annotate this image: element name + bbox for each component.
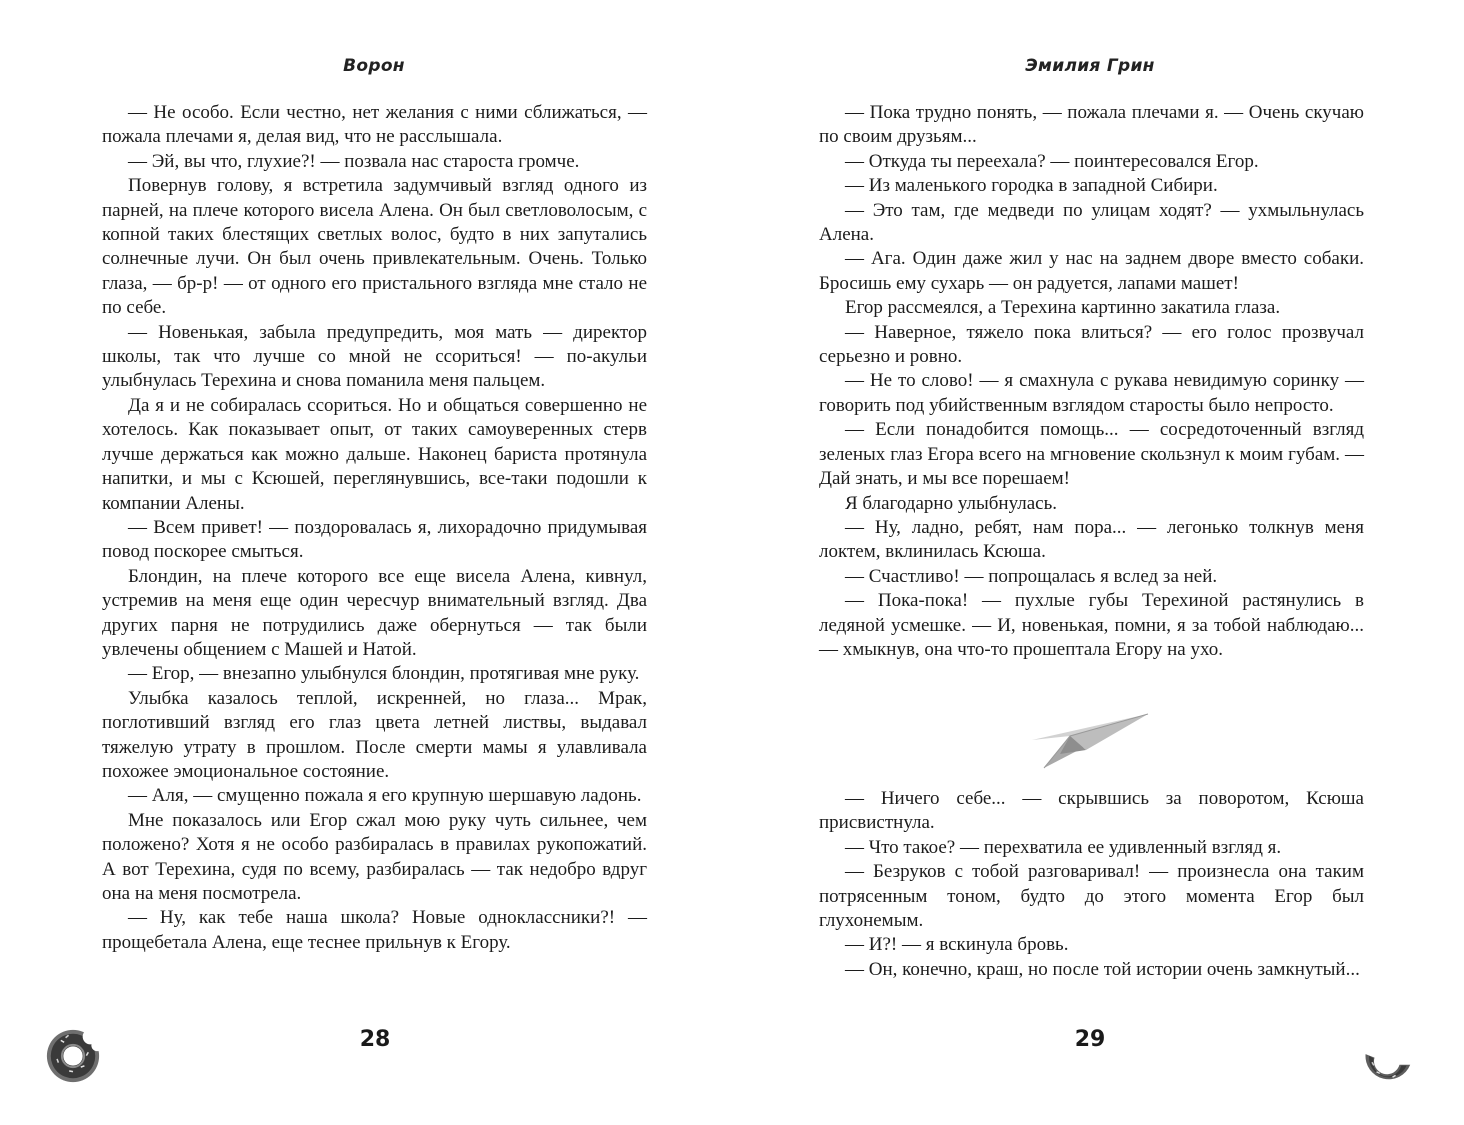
running-head-author: Эмилия Грин <box>1025 56 1155 76</box>
paragraph: — Откуда ты переехала? — поинтересовался Егор. <box>845 150 1259 172</box>
right-page <box>732 0 1464 1125</box>
donut-icon <box>44 1027 102 1085</box>
page-number: 28 <box>359 1027 391 1052</box>
right-page-body <box>819 101 1364 662</box>
paragraph: Я благодарно улыбнулась. <box>845 492 1057 514</box>
paper-plane-icon <box>1030 710 1150 772</box>
paragraph: — Счастливо! — попрощалась я вслед за ней. <box>845 565 1218 587</box>
paragraph: Егор рассмеялся, а Терехина картинно закатила глаза. <box>845 297 1281 319</box>
paragraph: — И?! — я вскинула бровь. <box>845 934 1069 956</box>
paragraph: — Наверное, тяжело пока влиться? — его голос прозвучал серьезно и ровно. <box>819 321 1364 368</box>
running-head-title: Ворон <box>343 56 405 76</box>
paragraph: — Новенькая, забыла предупредить, моя мать — директор школы, так что лучше со мной не ссориться! — по-акульи улыбнулась Терехина и снова поманила меня пальцем. <box>102 321 647 392</box>
paragraph: — Не особо. Если честно, нет желания с ними сближаться, — пожала плечами я, делая вид, что не расслышала. <box>102 102 647 148</box>
paragraph: — Из маленького городка в западной Сибири. <box>845 175 1218 197</box>
paragraph: — Всем привет! — поздоровалась я, лихорадочно придумывая повод поскорее смыться. <box>102 516 647 563</box>
donut-icon <box>1360 1038 1414 1088</box>
right-page-body-continued <box>819 787 1364 982</box>
paragraph: Блондин, на плече которого все еще висела Алена, кивнул, устремив на меня еще один чересчур внимательный взгляд. Два других парня не потрудились даже обернуться — так были увлечены общением с Машей и Натой. <box>102 565 647 660</box>
paragraph: — Аля, — смущенно пожала я его крупную шершавую ладонь. <box>128 785 642 807</box>
paragraph: — Пока-пока! — пухлые губы Терехиной растянулись в ледяной усмешке. — И, новенькая, помни, я за тобой наблюдаю... — хмыкнув, она что-то прошептала Егору на ухо. <box>819 590 1364 660</box>
paragraph: — Ничего себе... — скрывшись за поворотом, Ксюша присвистнула. <box>819 788 1364 834</box>
paragraph: — Безруков с тобой разговаривал! — произнесла она таким потрясенным тоном, будто до этого момента Егор был глухонемым. <box>819 861 1364 932</box>
left-page-body <box>102 101 647 955</box>
paragraph: — Пока трудно понять, — пожала плечами я. — Очень скучаю по своим друзьям... <box>819 102 1364 148</box>
paragraph: Повернув голову, я встретила задумчивый взгляд одного из парней, на плече которого висела Алена. Он был светловолосым, с копной таких блестящих светлых волос, будто в них запутались солнечные лучи. Он был очень привлекательным. Очень. Только глаза, — бр-р! — от одного его пристального взгляда мне стало не по себе. <box>102 175 647 319</box>
paragraph: Да я и не собиралась ссориться. Но и общаться совершенно не хотелось. Как показывает опыт, от таких самоуверенных стерв лучше держаться как можно дальше. Наконец бариста протянула напитки, и мы с Ксюшей, переглянувшись, все-таки подошли к компании Алены. <box>102 394 647 514</box>
paragraph: — Он, конечно, краш, но после той истории очень замкнутый... <box>845 958 1360 980</box>
paragraph: — Не то слово! — я смахнула с рукава невидимую соринку — говорить под убийственным взглядом старосты было непросто. <box>819 370 1364 416</box>
paragraph: — Что такое? — перехватила ее удивленный взгляд я. <box>845 836 1282 858</box>
paragraph: — Это там, где медведи по улицам ходят? — ухмыльнулась Алена. <box>819 199 1364 246</box>
paragraph: — Ага. Один даже жил у нас на заднем дворе вместо собаки. Бросишь ему сухарь — он радуется, лапами машет! <box>819 248 1364 294</box>
page-number: 29 <box>1074 1027 1106 1052</box>
paragraph: — Егор, — внезапно улыбнулся блондин, протягивая мне руку. <box>128 663 640 685</box>
paragraph: — Ну, ладно, ребят, нам пора... — легонько толкнув меня локтем, вклинилась Ксюша. <box>819 516 1364 563</box>
paragraph: Улыбка казалось теплой, искренней, но глаза... Мрак, поглотивший взгляд его глаз цвета летней листвы, выдавал тяжелую утрату в прошлом. После смерти мамы я улавливала похожее эмоциональное состояние. <box>102 687 647 782</box>
paragraph: — Ну, как тебе наша школа? Новые одноклассники?! — прощебетала Алена, еще теснее прильнув к Егору. <box>102 907 647 953</box>
paragraph: — Если понадобится помощь... — сосредоточенный взгляд зеленых глаз Егора всего на мгновение скользнул к моим губам. — Дай знать, и мы все порешаем! <box>819 419 1364 490</box>
paragraph: Мне показалось или Егор сжал мою руку чуть сильнее, чем положено? Хотя я не особо разбиралась в правилах рукопожатий. А вот Терехина, судя по всему, разбиралась — так недобро вдруг она на меня посмотрела. <box>102 809 647 904</box>
paragraph: — Эй, вы что, глухие?! — позвала нас староста громче. <box>128 150 580 172</box>
